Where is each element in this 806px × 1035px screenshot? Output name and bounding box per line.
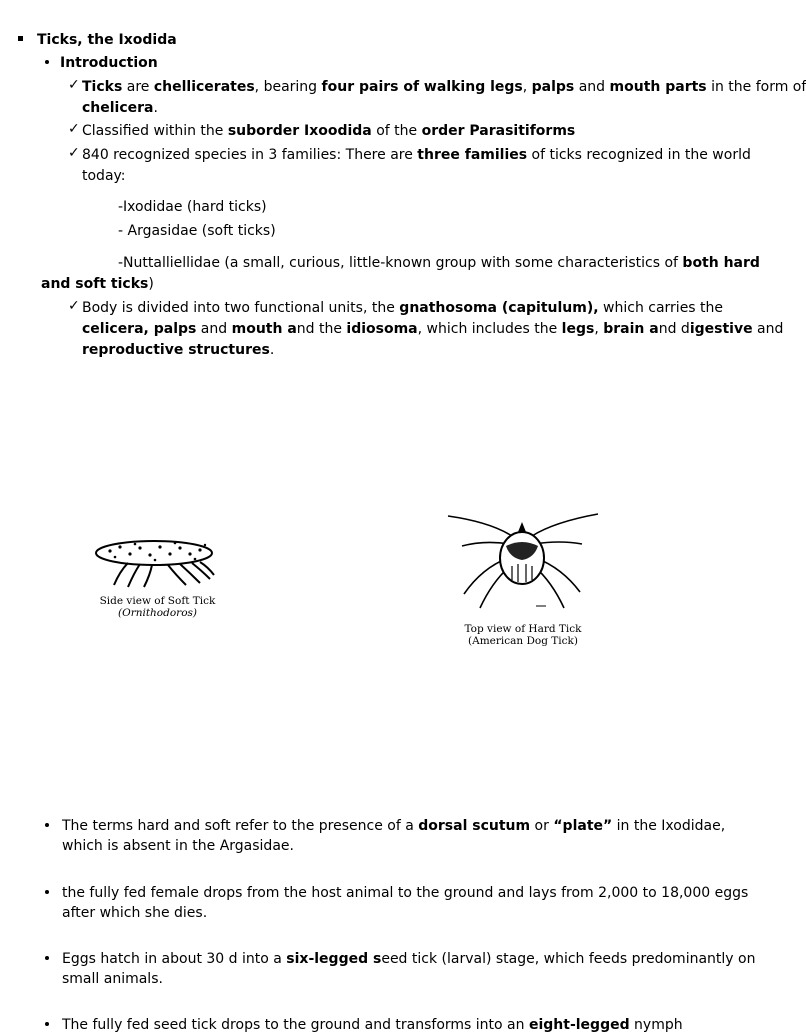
family-nuttalliellidae-text: -Nuttalliellidae (a small, curious, little-known group with some characteristics of	[118, 255, 683, 271]
soft-tick-caption-genus: (Ornithodoros)	[117, 607, 198, 619]
c1-seg-9: in the form of	[706, 79, 806, 95]
p2l0-seg-0: Eggs hatch in about 30 d into a	[62, 951, 287, 967]
section-title: Ticks, the Ixodida	[37, 32, 177, 48]
c1-seg-3: , bearing	[254, 79, 322, 95]
p1l1-seg-0: after which she dies.	[62, 905, 208, 921]
c1-seg-1: are	[122, 79, 154, 95]
family-wrap-tail: )	[148, 276, 154, 292]
c1-seg-4: four pairs of walking legs	[321, 79, 523, 95]
b1-seg-0: Body is divided into two functional units, the	[82, 300, 400, 316]
check-icon: ✓	[68, 77, 80, 93]
hard-tick-figure	[440, 508, 605, 618]
c3-seg-2: of ticks recognized in the world	[527, 147, 751, 163]
dot-bullet-icon	[45, 890, 49, 894]
check-icon: ✓	[68, 121, 80, 137]
b2-seg-1: and	[196, 321, 232, 337]
b2-seg-4: idiosoma	[346, 321, 418, 337]
c3-seg-0: 840 recognized species in 3 families: There are	[82, 147, 418, 163]
b2-seg-6: legs	[561, 321, 595, 337]
soft-tick-illustration	[90, 535, 230, 595]
hard-tick-caption-title: Top view of Hard Tick	[464, 623, 582, 635]
bullet-2-line-1	[62, 883, 748, 903]
c2-seg-3: order Parasitiforms	[421, 123, 576, 139]
family-argasidae: - Argasidae (soft ticks)	[118, 223, 276, 239]
p3l0-seg-1: eight-legged	[528, 1017, 630, 1033]
b2-seg-2: mouth a	[231, 321, 297, 337]
hard-tick-caption-species: (American Dog Tick)	[468, 635, 578, 647]
check-item-1-cont	[82, 98, 158, 118]
p0l0-seg-0: The terms hard and soft refer to the presence of a	[62, 818, 419, 834]
square-bullet-icon	[18, 36, 23, 41]
bullet-3-line-2	[62, 969, 163, 989]
b2-seg-3: nd the	[296, 321, 347, 337]
dot-bullet-icon	[45, 1022, 49, 1026]
family-nuttalliellidae	[118, 253, 760, 273]
p1l0-seg-0: the fully fed female drops from the host animal to the ground and lays from 2,000 to 18,000 eggs	[62, 885, 749, 901]
family-nuttalliellidae-bold: both hard	[682, 255, 760, 271]
p0l0-seg-2: or	[530, 818, 554, 834]
p3l0-seg-2: nymph	[629, 1017, 683, 1033]
b2-seg-7: ,	[594, 321, 604, 337]
soft-tick-caption	[90, 595, 225, 619]
c1-seg-0: Ticks	[82, 79, 123, 95]
bullet-1-line-2	[62, 836, 294, 856]
c1c-seg-1: .	[153, 100, 158, 116]
b2-seg-0: celicera, palps	[82, 321, 197, 337]
c1c-seg-0: chelicera	[82, 100, 154, 116]
c1-seg-8: mouth parts	[609, 79, 707, 95]
c2-seg-1: suborder Ixoodida	[227, 123, 372, 139]
b2-seg-8: brain a	[603, 321, 659, 337]
bullet-4-line-1	[62, 1015, 683, 1035]
c3c-seg-0: today:	[82, 168, 126, 184]
family-nuttalliellidae-wrap	[41, 274, 154, 294]
dot-bullet-icon	[45, 823, 49, 827]
body-check-line-1	[82, 298, 754, 318]
b1-seg-1: gnathosoma (capitulum),	[399, 300, 599, 316]
body-check-line-2	[82, 319, 784, 339]
check-item-3-cont	[82, 166, 126, 186]
b1-seg-2: which carries the	[598, 300, 724, 316]
check-icon: ✓	[68, 145, 80, 161]
p0l0-seg-1: dorsal scutum	[418, 818, 531, 834]
p0l0-seg-3: “plate”	[553, 818, 613, 834]
b2-seg-11: and	[752, 321, 784, 337]
p3l0-seg-0: The fully fed seed tick drops to the ground and transforms into an	[62, 1017, 529, 1033]
bullet-3-line-1	[62, 949, 755, 969]
b2-seg-10: igestive	[689, 321, 753, 337]
c1-seg-6: palps	[531, 79, 575, 95]
b3-seg-0: reproductive structures	[82, 342, 270, 358]
c1-seg-2: chellicerates	[153, 79, 255, 95]
dot-bullet-icon	[45, 956, 49, 960]
p0l0-seg-4: in the Ixodidae,	[612, 818, 726, 834]
p2l0-seg-2: eed tick (larval) stage, which feeds predominantly on	[381, 951, 756, 967]
family-ixodidae: -Ixodidae (hard ticks)	[118, 199, 267, 215]
c3-seg-1: three families	[417, 147, 528, 163]
p0l1-seg-0: which is absent in the Argasidae.	[62, 838, 294, 854]
b2-seg-5: , which includes the	[417, 321, 562, 337]
bullet-2-line-2	[62, 903, 207, 923]
body-check-line-3	[82, 340, 274, 360]
check-icon: ✓	[68, 298, 80, 314]
p2l1-seg-0: small animals.	[62, 971, 163, 987]
b2-seg-9: nd d	[658, 321, 690, 337]
check-item-2	[82, 121, 575, 141]
p2l0-seg-1: six-legged s	[286, 951, 382, 967]
b3-seg-1: .	[269, 342, 275, 358]
c2-seg-2: of the	[371, 123, 422, 139]
hard-tick-caption	[448, 623, 598, 647]
subsection-title: Introduction	[60, 55, 158, 71]
check-item-1	[82, 77, 806, 97]
c2-seg-0: Classified within the	[82, 123, 228, 139]
hard-tick-illustration	[440, 508, 605, 618]
dot-bullet-icon	[45, 60, 49, 64]
bullet-1-line-1	[62, 816, 725, 836]
c1-seg-5: ,	[522, 79, 532, 95]
c1-seg-7: and	[574, 79, 610, 95]
family-wrap-bold: and soft ticks	[41, 276, 149, 292]
soft-tick-caption-title: Side view of Soft Tick	[99, 595, 216, 607]
check-item-3	[82, 145, 754, 165]
